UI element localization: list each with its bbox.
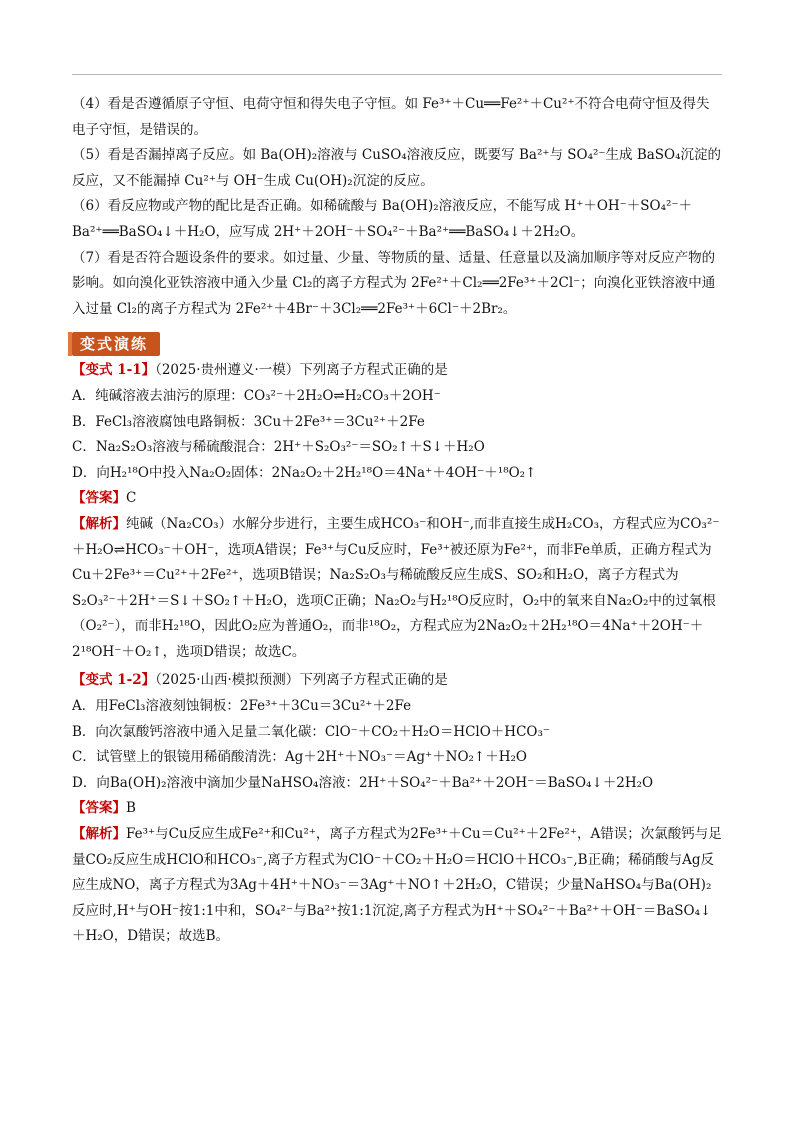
q2-analysis — [72, 822, 722, 950]
q1-answer-value: C — [126, 490, 137, 507]
q1-option-a: A．纯碱溶液去油污的原理：CO₃²⁻＋2H₂O⇌H₂CO₃＋2OH⁻ — [72, 387, 441, 404]
q1-option-b: B．FeCl₃溶液腐蚀电路铜板：3Cu＋2Fe³⁺＝3Cu²⁺＋2Fe — [72, 413, 425, 430]
q1-title — [72, 358, 722, 384]
header-rule — [72, 74, 722, 75]
q1-option-c: C．Na₂S₂O₃溶液与稀硫酸混合：2H⁺＋S₂O₃²⁻＝SO₂↑＋S↓＋H₂O — [72, 439, 485, 456]
q2-option-b: B．向次氯酸钙溶液中通入足量二氧化碳：ClO⁻＋CO₂＋H₂O＝HClO＋HCO₃⁻ — [72, 723, 551, 740]
q2-option-a: A．用FeCl₃溶液刻蚀铜板：2Fe³⁺＋3Cu＝3Cu²⁺＋2Fe — [72, 698, 412, 715]
q2-answer — [72, 796, 722, 822]
section-banner: 变式演练 — [72, 332, 160, 356]
document-content — [72, 92, 722, 950]
q2-option-d: D．向Ba(OH)₂溶液中滴加少量NaHSO₄溶液：2H⁺＋SO₄²⁻＋Ba²⁺＋2OH⁻＝BaSO₄↓＋2H₂O — [72, 774, 654, 791]
q2-answer-value: B — [126, 800, 136, 817]
q1-answer — [72, 486, 722, 512]
q2-title — [72, 668, 722, 694]
rule-5-paragraph: （5）看是否漏掉离子反应。如 Ba(OH)₂溶液与 CuSO₄溶液反应，既要写 Ba²⁺与 SO₄²⁻生成 BaSO₄沉淀的反应，又不能漏掉 Cu²⁺与 OH⁻生成 Cu(OH)₂沉淀的反应。 — [72, 147, 722, 189]
q1-stem: 下列离子方程式正确的是 — [299, 362, 448, 379]
q1-analysis — [72, 512, 722, 666]
q1-analysis-label: 【解析】 — [72, 515, 126, 532]
q2-analysis-text: Fe³⁺与Cu反应生成Fe²⁺和Cu²⁺，离子方程式为2Fe³⁺＋Cu＝Cu²⁺＋2Fe²⁺，A错误；次氯酸钙与足量CO₂反应生成HClO和HCO₃⁻,离子方程式为ClO⁻＋CO₂＋H₂O＝HClO＋HCO₃⁻,B正确；稀硝酸与Ag反应生成NO，离子方程式为3Ag＋4H⁺＋NO₃⁻＝3Ag⁺＋NO↑＋2H₂O，C错误；少量NaHSO₄与Ba(OH)₂反应时,H⁺与OH⁻按1:1中和，SO₄²⁻与Ba²⁺按1:1沉淀,离子方程式为H⁺＋SO₄²⁻＋Ba²⁺＋OH⁻＝BaSO₄↓＋H₂O，D错误；故选B。 — [72, 826, 722, 945]
q2-option-c: C．试管壁上的银镜用稀硝酸清洗：Ag＋2H⁺＋NO₃⁻＝Ag⁺＋NO₂↑＋H₂O — [72, 749, 527, 766]
q2-analysis-label: 【解析】 — [72, 826, 126, 843]
q1-analysis-text: 纯碱（Na₂CO₃）水解分步进行，主要生成HCO₃⁻和OH⁻,而非直接生成H₂CO₃，方程式应为CO₃²⁻＋H₂O⇌HCO₃⁻＋OH⁻，选项A错误；Fe³⁺与Cu反应时，Fe³⁺被还原为Fe²⁺，而非Fe单质，正确方程式为Cu＋2Fe³⁺＝Cu²⁺＋2Fe²⁺，选项B错误；Na₂S₂O₃与稀硫酸反应生成S、SO₂和H₂O，离子方程式为S₂O₃²⁻＋2H⁺＝S↓＋SO₂↑＋H₂O，选项C正确；Na₂O₂与H₂¹⁸O反应时，O₂中的氧来自Na₂O₂中的过氧根（O₂²⁻），而非H₂¹⁸O，因此O₂应为普通O₂，而非¹⁸O₂，方程式应为2Na₂O₂＋2H₂¹⁸O＝4Na⁺＋2OH⁻＋2¹⁸OH⁻＋O₂↑，选项D错误；故选C。 — [72, 515, 720, 660]
rule-7-paragraph: （7）看是否符合题设条件的要求。如过量、少量、等物质的量、适量、任意量以及滴加顺序等对反应产物的影响。如向溴化亚铁溶液中通入少量 Cl₂的离子方程式为 2Fe²⁺＋Cl₂══2Fe³⁺＋2Cl⁻；向溴化亚铁溶液中通入过量 Cl₂的离子方程式为 2Fe²⁺＋4Br⁻＋3Cl₂══2Fe³⁺＋6Cl⁻＋2Br₂。 — [72, 249, 716, 317]
q2-answer-label: 【答案】 — [72, 800, 126, 817]
rule-4-paragraph: （4）看是否遵循原子守恒、电荷守恒和得失电子守恒。如 Fe³⁺＋Cu══Fe²⁺＋Cu²⁺不符合电荷守恒及得失电子守恒，是错误的。 — [72, 96, 710, 138]
q1-option-d: D．向H₂¹⁸O中投入Na₂O₂固体：2Na₂O₂＋2H₂¹⁸O＝4Na⁺＋4OH⁻＋¹⁸O₂↑ — [72, 464, 537, 481]
q2-label: 【变式 1-2】 — [72, 672, 156, 689]
q1-source: （2025·贵州遵义·一模） — [155, 362, 300, 379]
q2-stem: 下列离子方程式正确的是 — [299, 672, 448, 689]
q1-answer-label: 【答案】 — [72, 490, 126, 507]
q2-source: （2025·山西·模拟预测） — [155, 672, 300, 689]
q1-label: 【变式 1-1】 — [72, 362, 156, 379]
rule-6-paragraph: （6）看反应物或产物的配比是否正确。如稀硫酸与 Ba(OH)₂溶液反应，不能写成 H⁺＋OH⁻＋SO₄²⁻＋Ba²⁺══BaSO₄↓＋H₂O，应写成 2H⁺＋2OH⁻＋SO₄²⁻＋Ba²⁺══BaSO₄↓＋2H₂O。 — [72, 198, 693, 240]
